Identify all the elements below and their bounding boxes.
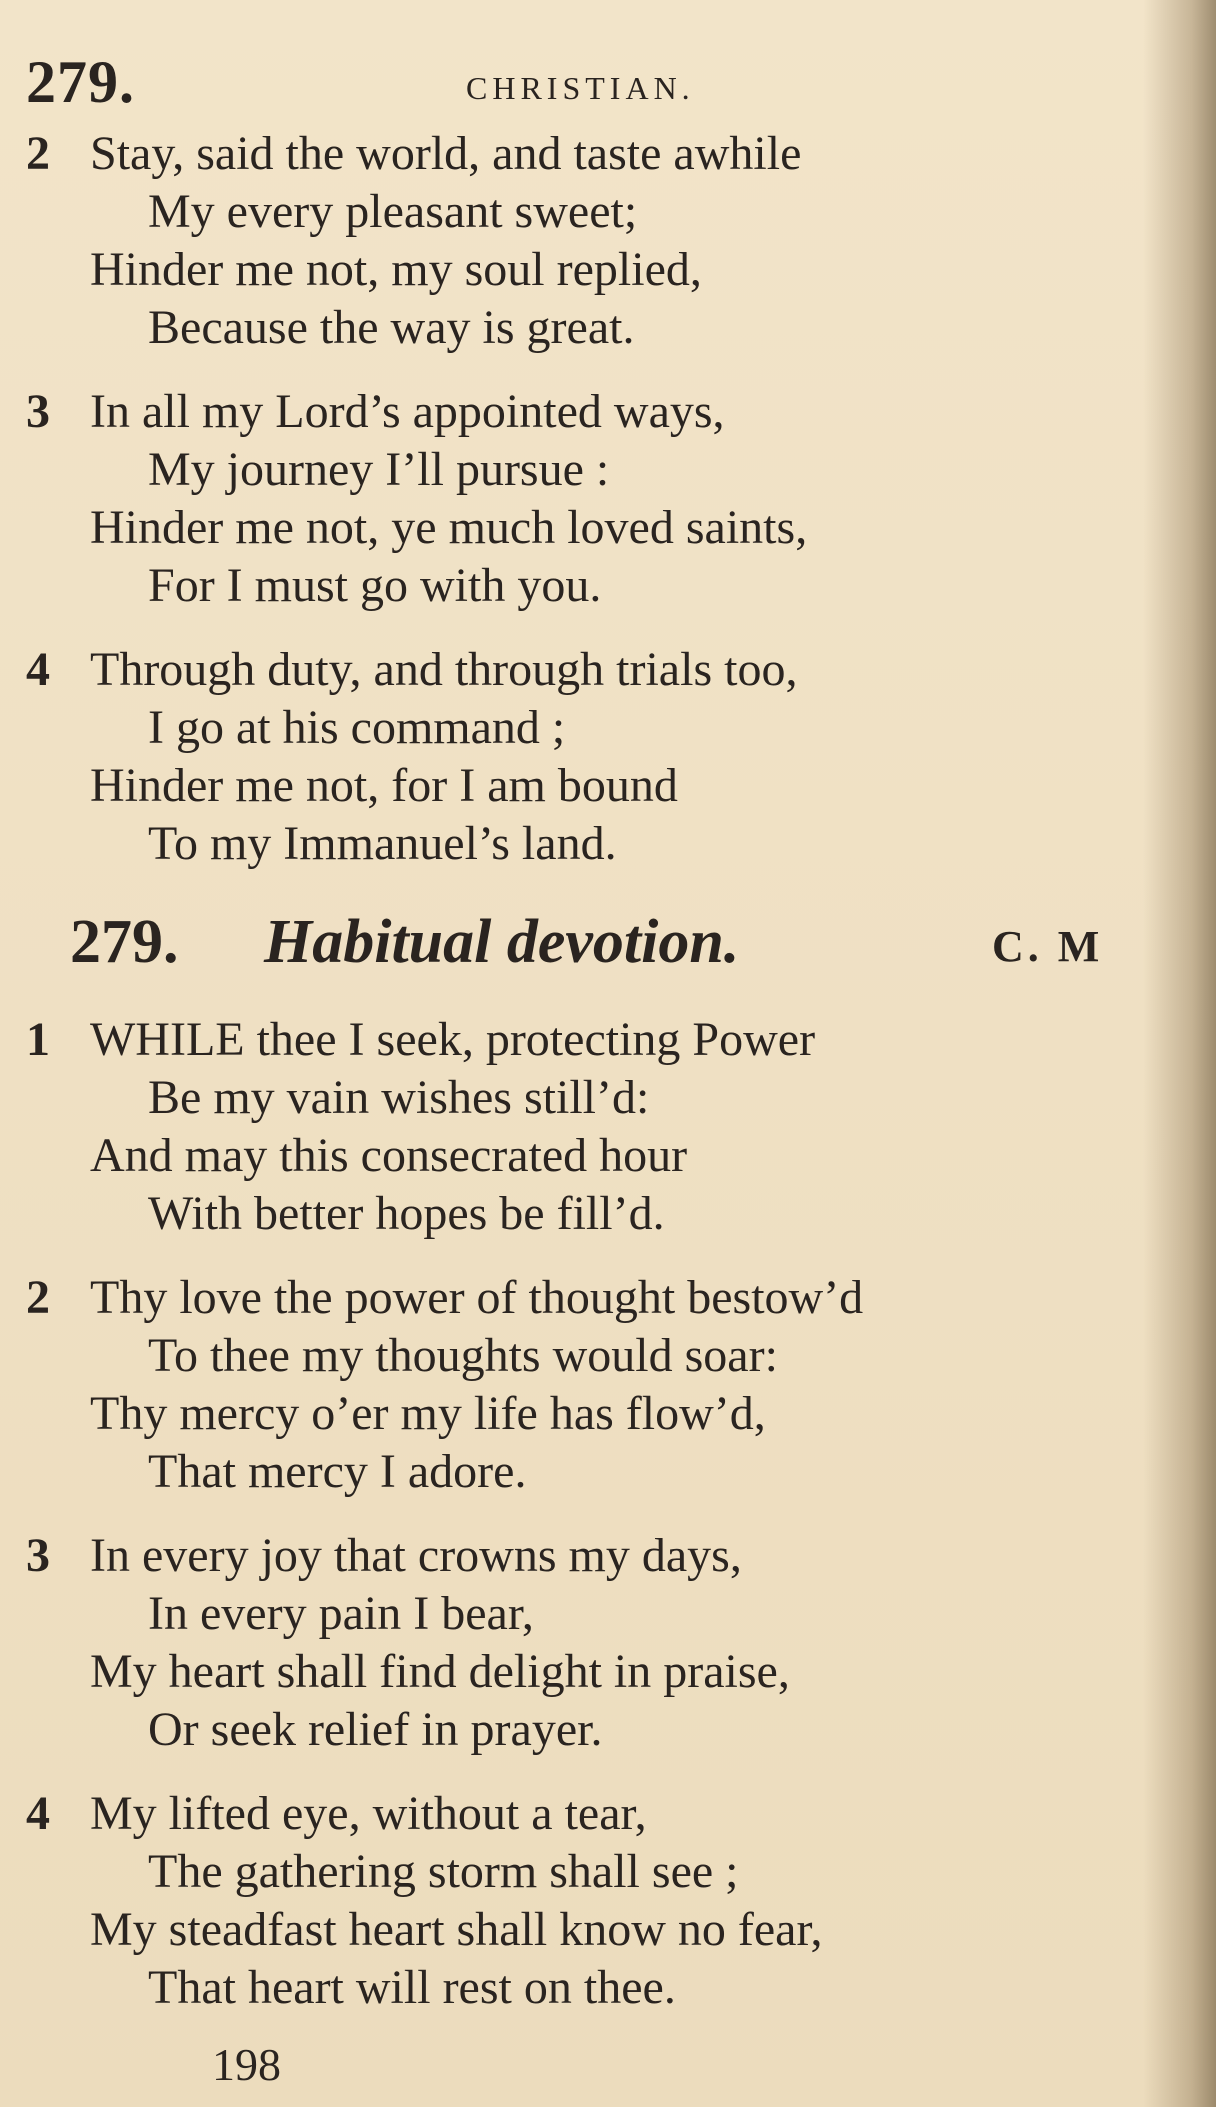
verse-line: With better hopes be fill’d.: [148, 1187, 665, 1240]
verse-line: Be my vain wishes still’d:: [148, 1071, 650, 1124]
verse-line: Because the way is great.: [148, 301, 635, 354]
verse-line: My every pleasant sweet;: [148, 185, 638, 238]
stanza-number: 3: [26, 1529, 50, 1582]
hymn-number: 279.: [70, 908, 179, 976]
verse-line: And may this consecrated hour: [90, 1129, 688, 1182]
verse-line: Hinder me not, for I am bound: [90, 759, 678, 812]
stanza: [26, 1785, 1176, 2017]
stanza-number: 2: [26, 1271, 50, 1324]
stanza: [26, 1011, 1176, 1243]
stanza-number: 3: [26, 385, 50, 438]
stanza: [26, 125, 1176, 357]
verse-text: In every joy that crowns my days,: [90, 1529, 742, 1582]
stanza-number: 4: [26, 643, 50, 696]
verse-line: [26, 383, 1176, 441]
verse-line: [26, 1011, 1176, 1069]
page-content: [26, 125, 1176, 2043]
running-title: CHRISTIAN.: [466, 70, 695, 106]
verse-line: To thee my thoughts would soar:: [148, 1329, 778, 1382]
verse-line: Hinder me not, ye much loved saints,: [90, 501, 808, 554]
page-header: [26, 49, 1176, 115]
verse-line: In every pain I bear,: [148, 1587, 534, 1640]
verse-text: Through duty, and through trials too,: [90, 643, 798, 696]
hymn-heading: [26, 899, 1176, 989]
verse-line: To my Immanuel’s land.: [148, 817, 617, 870]
verse-line: [26, 1785, 1176, 1843]
verse-line: [26, 641, 1176, 699]
stanza-number: 4: [26, 1787, 50, 1840]
stanza: [26, 1269, 1176, 1501]
stanza-number: 2: [26, 127, 50, 180]
verse-line: My journey I’ll pursue :: [148, 443, 610, 496]
verse-line: Hinder me not, my soul replied,: [90, 243, 702, 296]
verse-line: I go at his command ;: [148, 701, 566, 754]
hymn-meter: C. M: [992, 922, 1104, 971]
header-page-number: 279.: [26, 49, 135, 115]
verse-line: That heart will rest on thee.: [148, 1961, 676, 2014]
stanza: [26, 383, 1176, 615]
stanza: [26, 641, 1176, 873]
verse-line: My heart shall find delight in praise,: [90, 1645, 790, 1698]
verse-text: WHILE thee I seek, protecting Power: [90, 1013, 816, 1066]
footer-page-number: 198: [212, 2039, 281, 2090]
verse-text: Thy love the power of thought bestow’d: [90, 1271, 864, 1324]
verse-text: My lifted eye, without a tear,: [90, 1787, 647, 1840]
stanza-number: 1: [26, 1013, 50, 1066]
verse-line: My steadfast heart shall know no fear,: [90, 1903, 823, 1956]
verse-line: That mercy I adore.: [148, 1445, 527, 1498]
verse-line: The gathering storm shall see ;: [148, 1845, 739, 1898]
verse-line: For I must go with you.: [148, 559, 602, 612]
verse-line: [26, 125, 1176, 183]
verse-line: Thy mercy o’er my life has flow’d,: [90, 1387, 766, 1440]
stanza: [26, 1527, 1176, 1759]
verse-text: Stay, said the world, and taste awhile: [90, 127, 802, 180]
verse-text: In all my Lord’s appointed ways,: [90, 385, 725, 438]
verse-line: Or seek relief in prayer.: [148, 1703, 603, 1756]
verse-line: [26, 1527, 1176, 1585]
verse-line: [26, 1269, 1176, 1327]
hymn-title: Habitual devotion.: [264, 908, 740, 976]
